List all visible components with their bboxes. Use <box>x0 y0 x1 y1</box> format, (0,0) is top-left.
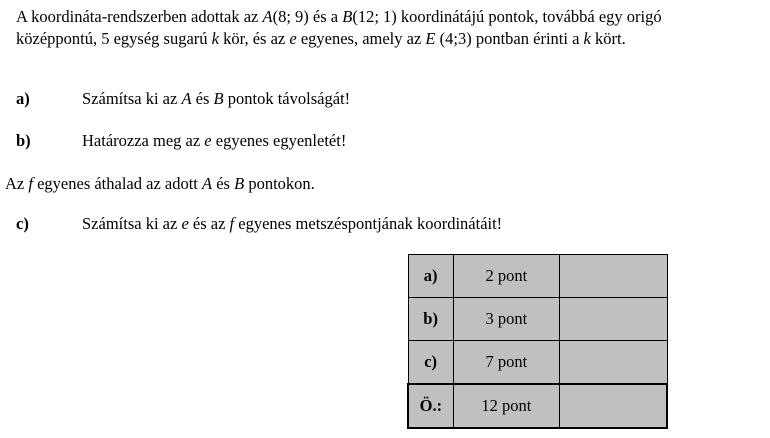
text-run: egyenes áthalad az adott <box>32 174 203 193</box>
line-f-symbol: f <box>229 214 235 233</box>
total-label: Ö.: <box>408 384 453 428</box>
total-points: 12 pont <box>453 384 559 428</box>
earned-points-field <box>560 298 667 341</box>
text-run: és az <box>188 214 230 233</box>
part-label: c) <box>408 341 453 385</box>
circle-k-symbol: k <box>211 29 219 48</box>
score-row-total <box>408 384 667 428</box>
task-label: c) <box>16 214 29 233</box>
text-run: pontok távolságát! <box>223 89 351 108</box>
earned-total-field <box>560 384 667 428</box>
intro-text: (12; 1) koordinátájú pontok, továbbá egy origó középpontú, 5 egység sugarú <box>16 7 662 48</box>
earned-points-field <box>560 341 667 385</box>
intro-text: A koordináta-rendszerben adottak az <box>16 7 263 26</box>
task-text <box>82 130 346 152</box>
statement-line-f <box>5 173 315 195</box>
intro-text: kört. <box>590 29 626 48</box>
part-label: a) <box>408 255 453 298</box>
line-e-symbol: e <box>204 131 212 150</box>
intro-text: kör, és az <box>219 29 290 48</box>
text-run: pontokon. <box>244 174 315 193</box>
score-table <box>407 254 668 429</box>
circle-k-symbol: k <box>583 29 591 48</box>
point-a-symbol: A <box>181 89 192 108</box>
point-e-symbol: E <box>425 29 436 48</box>
text-run: Számítsa ki az <box>82 89 182 108</box>
text-run: és <box>212 174 235 193</box>
problem-intro <box>16 6 676 50</box>
task-label: a) <box>16 89 30 108</box>
score-row-b <box>408 298 667 341</box>
max-points: 2 pont <box>453 255 559 298</box>
line-e-symbol: e <box>289 29 297 48</box>
score-row-a <box>408 255 667 298</box>
point-a-symbol: A <box>262 7 273 26</box>
max-points: 7 pont <box>453 341 559 385</box>
max-points: 3 pont <box>453 298 559 341</box>
point-a-symbol: A <box>202 174 213 193</box>
line-e-symbol: e <box>181 214 189 233</box>
part-label: b) <box>408 298 453 341</box>
text-run: Az <box>5 174 29 193</box>
intro-text: egyenes, amely az <box>296 29 426 48</box>
task-text <box>82 88 350 110</box>
line-f-symbol: f <box>28 174 33 193</box>
point-b-symbol: B <box>342 7 353 26</box>
text-run: Számítsa ki az <box>82 214 182 233</box>
intro-text: (4;3) pontban érinti a <box>435 29 584 48</box>
text-run: és <box>191 89 214 108</box>
text-run: Határozza meg az <box>82 131 205 150</box>
text-run: egyenes egyenletét! <box>211 131 347 150</box>
point-b-symbol: B <box>234 174 245 193</box>
task-label: b) <box>16 131 31 150</box>
intro-text: (8; 9) és a <box>272 7 343 26</box>
score-row-c <box>408 341 667 385</box>
earned-points-field <box>560 255 667 298</box>
point-b-symbol: B <box>213 89 224 108</box>
text-run: egyenes metszéspontjának koordinátáit! <box>234 214 503 233</box>
task-text <box>82 213 502 235</box>
